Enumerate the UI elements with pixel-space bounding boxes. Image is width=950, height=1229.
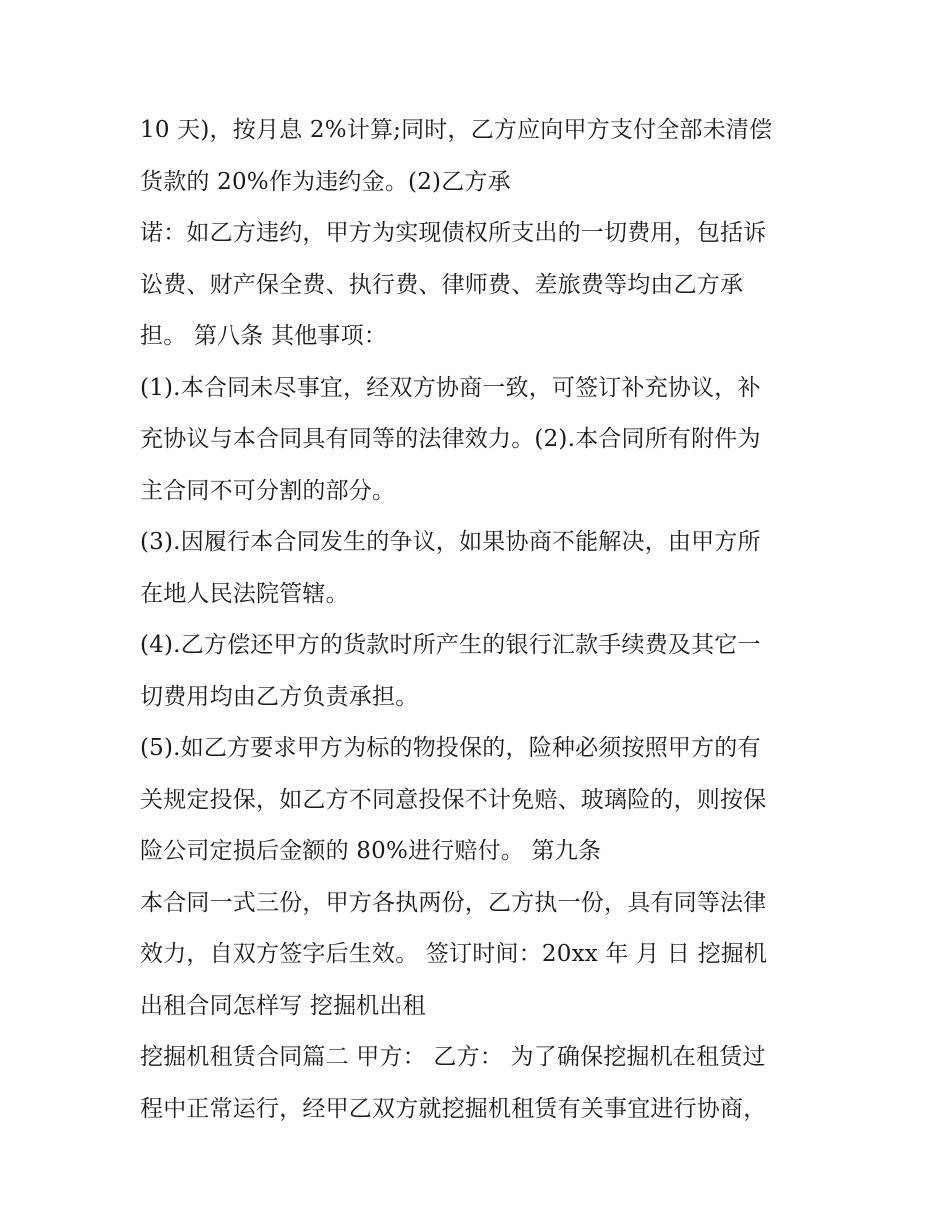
text-line: 效力，自双方签字后生效。 签订时间：20xx 年 月 日 挖掘机 xyxy=(140,941,768,967)
text-line: 挖掘机租赁合同篇二 甲方： 乙方： 为了确保挖掘机在租赁过 xyxy=(140,1044,766,1070)
text-line: 货款的 20%作为违约金。(2)乙方承 xyxy=(140,168,511,195)
text-line: 本合同一式三份，甲方各执两份，乙方执一份，具有同等法律 xyxy=(140,889,767,916)
text-line: (4).乙方偿还甲方的货款时所产生的银行汇款手续费及其它一 xyxy=(140,632,761,658)
text-line: 程中正常运行，经甲乙双方就挖掘机租赁有关事宜进行协商， xyxy=(140,1095,767,1122)
text-line: 充协议与本合同具有同等的法律效力。(2).本合同所有附件为 xyxy=(140,426,761,452)
text-line: 关规定投保，如乙方不同意投保不计免赔、玻璃险的，则按保 xyxy=(140,786,767,813)
text-line: (5).如乙方要求甲方为标的物投保的，险种必须按照甲方的有 xyxy=(140,735,761,761)
text-line: 出租合同怎样写 挖掘机出租 xyxy=(140,992,426,1019)
text-line: 10 天)，按月息 2%计算;同时，乙方应向甲方支付全部未清偿 xyxy=(140,117,773,143)
text-line: 险公司定损后金额的 80%进行赔付。 第九条 xyxy=(140,838,602,864)
text-line: 在地人民法院管辖。 xyxy=(140,580,349,607)
text-line: 诺：如乙方违约，甲方为实现债权所支出的一切费用，包括诉 xyxy=(140,220,767,246)
text-line: 切费用均由乙方负责承担。 xyxy=(140,683,419,710)
text-line: 担。 第八条 其他事项： xyxy=(140,323,388,349)
text-line: (3).因履行本合同发生的争议，如果协商不能解决，由甲方所 xyxy=(140,529,761,555)
text-line: (1).本合同未尽事宜，经双方协商一致，可签订补充协议，补 xyxy=(140,374,761,401)
text-line: 主合同不可分割的部分。 xyxy=(140,477,396,504)
text-line: 讼费、财产保全费、执行费、律师费、差旅费等均由乙方承 xyxy=(140,271,744,298)
contract-text-body xyxy=(140,105,830,1135)
